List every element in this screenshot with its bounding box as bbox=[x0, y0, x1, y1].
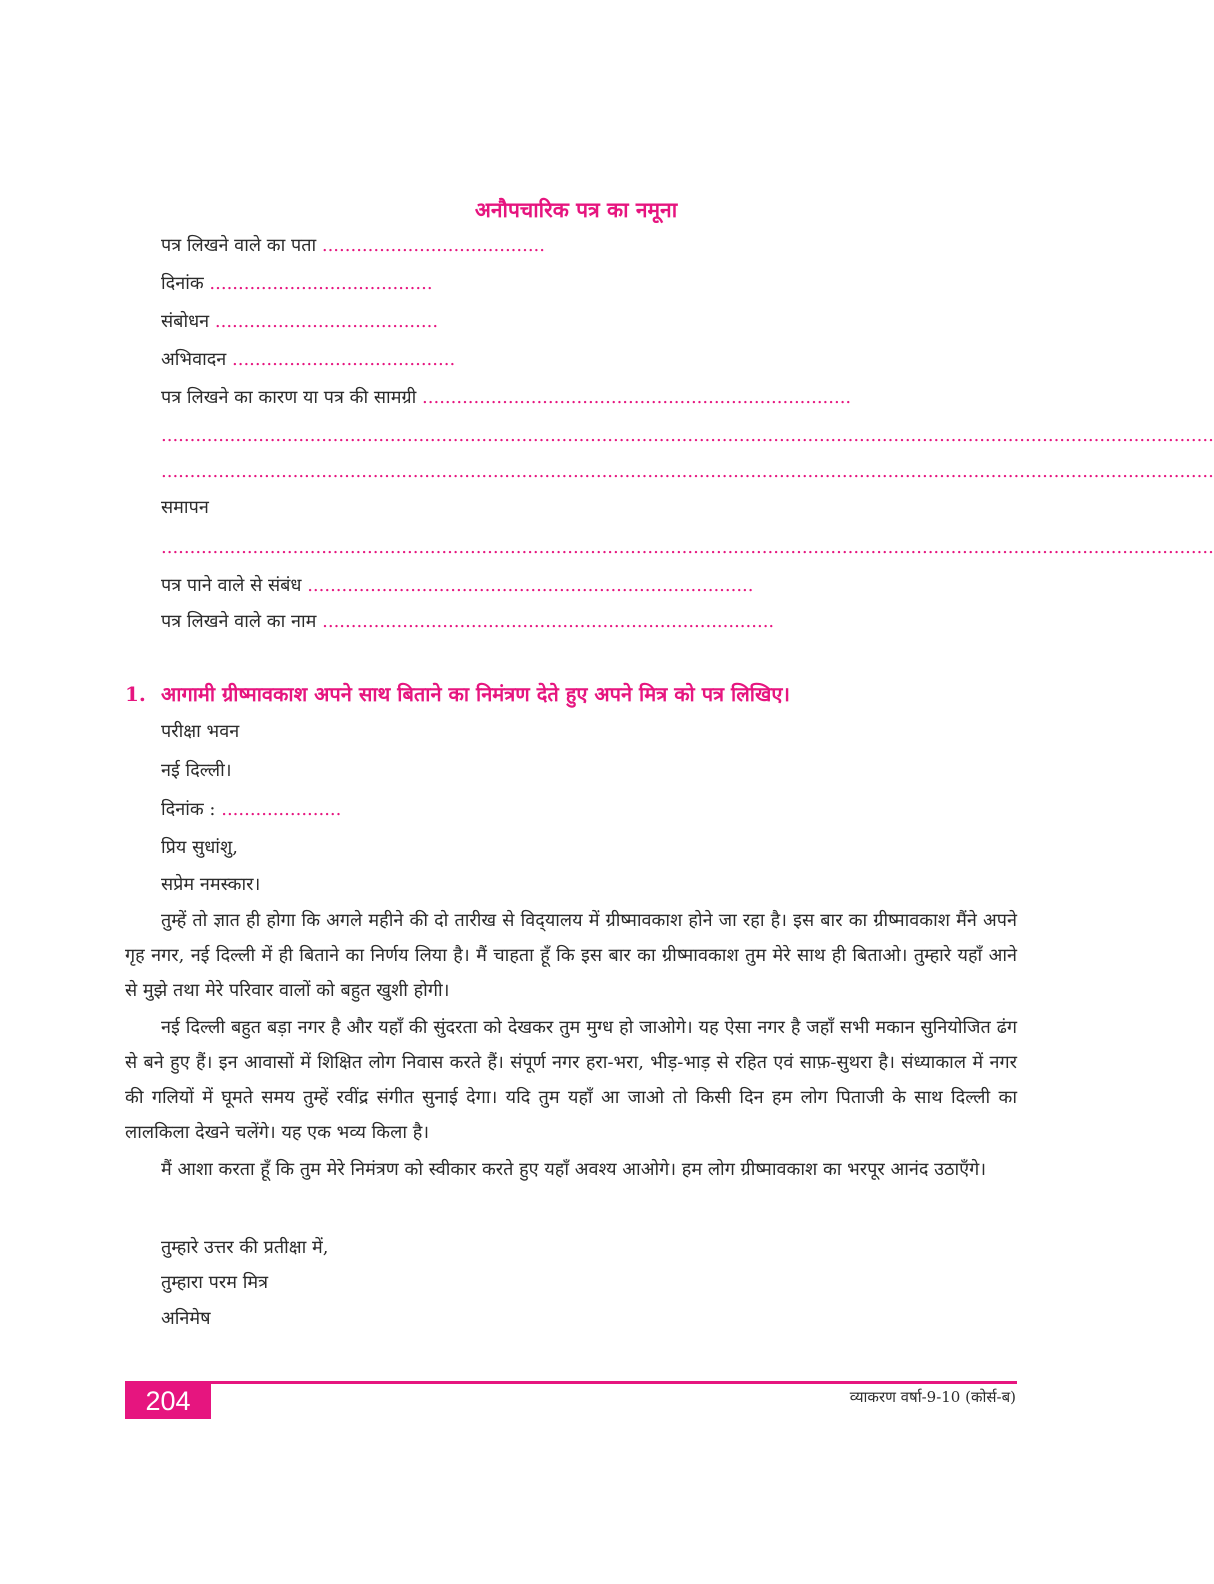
template-line-date bbox=[161, 270, 433, 298]
template-line-sender-address bbox=[161, 232, 545, 260]
template-title: अनौपचारिक पत्र का नमूना bbox=[474, 197, 678, 222]
letter-date bbox=[161, 796, 341, 824]
fill-in-dots: ..................... bbox=[221, 799, 342, 820]
fill-in-dots: ........................................................................... bbox=[422, 387, 852, 408]
template-line-content bbox=[161, 384, 851, 412]
fill-in-line: ........................................................................................................................................................................................ bbox=[161, 425, 1214, 446]
letter-address-line1: परीक्षा भवन bbox=[161, 721, 240, 742]
template-label: पत्र लिखने वाले का पता bbox=[161, 235, 322, 256]
fill-in-dots: ....................................... bbox=[214, 311, 439, 332]
template-label: पत्र लिखने वाले का नाम bbox=[161, 611, 323, 632]
template-line-relation bbox=[161, 572, 754, 600]
template-line-address bbox=[161, 308, 438, 336]
template-label: दिनांक bbox=[161, 273, 210, 294]
page-number: 204 bbox=[125, 1381, 211, 1419]
footer-rule bbox=[125, 1381, 1017, 1384]
fill-in-dots: ....................................... bbox=[232, 349, 456, 370]
template-label: अभिवादन bbox=[161, 349, 233, 370]
question-text: आगामी ग्रीष्मावकाश अपने साथ बिताने का निमंत्रण देते हुए अपने मित्र को पत्र लिखिए। bbox=[161, 682, 790, 706]
letter-paragraph: तुम्हें तो ज्ञात ही होगा कि अगले महीने की दो तारीख से विद्‌यालय में ग्रीष्मावकाश होने जा रहा है। इस बार का ग्रीष्मावकाश मैंने अपने गृह नगर, नई दिल्ली में ही बिताने का निर्णय लिया है। मैं चाहता हूँ कि इस बार का ग्रीष्मावकाश तुम मेरे साथ ही बिताओ। तुम्हारे यहाँ आने से मुझे तथा मेरे परिवार वालों को बहुत खुशी होगी। bbox=[125, 910, 1017, 1001]
template-label: पत्र लिखने का कारण या पत्र की सामग्री bbox=[161, 387, 423, 408]
letter-paragraph: नई दिल्ली बहुत बड़ा नगर है और यहाँ की सुंदरता को देखकर तुम मुग्ध हो जाओगे। यह ऐसा नगर है जहाँ सभी मकान सुनियोजित ढंग से बने हुए हैं। इन आवासों में शिक्षित लोग निवास करते हैं। संपूर्ण नगर हरा-भरा, भीड़-भाड़ से रहित एवं साफ़-सुथरा है। संध्याकाल में नगर की गलियों में घूमते समय तुम्हें रवींद्र संगीत सुनाई देगा। यदि तुम यहाँ आ जाओ तो किसी दिन हम लोग पिताजी के साथ दिल्ली का लालकिला देखने चलेंगे। यह एक भव्य किला है। bbox=[125, 1017, 1017, 1143]
book-title: व्याकरण वर्षा-9-10 (कोर्स-ब) bbox=[849, 1388, 1016, 1406]
date-label: दिनांक : bbox=[161, 799, 222, 820]
letter-closing: तुम्हारे उत्तर की प्रतीक्षा में, bbox=[161, 1237, 329, 1258]
template-label: पत्र पाने वाले से संबंध bbox=[161, 575, 308, 596]
letter-sender-name: अनिमेष bbox=[161, 1308, 211, 1329]
template-label: संबोधन bbox=[161, 311, 215, 332]
letter-address-line2: नई दिल्ली। bbox=[161, 760, 232, 781]
fill-in-dots: .............................................................................. bbox=[307, 575, 754, 596]
fill-in-dots: ............................................................................... bbox=[322, 611, 775, 632]
fill-in-dots: ....................................... bbox=[209, 273, 433, 294]
question-number: 1. bbox=[125, 682, 146, 706]
template-closing-label: समापन bbox=[161, 497, 209, 518]
template-line-writer-name bbox=[161, 608, 774, 636]
question-heading bbox=[125, 680, 790, 707]
letter-greeting: सप्रेम नमस्कार। bbox=[161, 874, 261, 895]
fill-in-line: ........................................................................................................................................................................................ bbox=[161, 537, 1214, 558]
letter-salutation: प्रिय सुधांशु, bbox=[161, 837, 238, 858]
template-line-salutation bbox=[161, 346, 455, 374]
fill-in-dots: ....................................... bbox=[321, 235, 546, 256]
letter-signoff: तुम्हारा परम मित्र bbox=[161, 1272, 269, 1293]
fill-in-line: ........................................................................................................................................................................................ bbox=[161, 461, 1214, 482]
letter-paragraph: मैं आशा करता हूँ कि तुम मेरे निमंत्रण को स्वीकार करते हुए यहाँ अवश्य आओगे। हम लोग ग्रीष्मावकाश का भरपूर आनंद उठाएँगे। bbox=[161, 1159, 987, 1180]
